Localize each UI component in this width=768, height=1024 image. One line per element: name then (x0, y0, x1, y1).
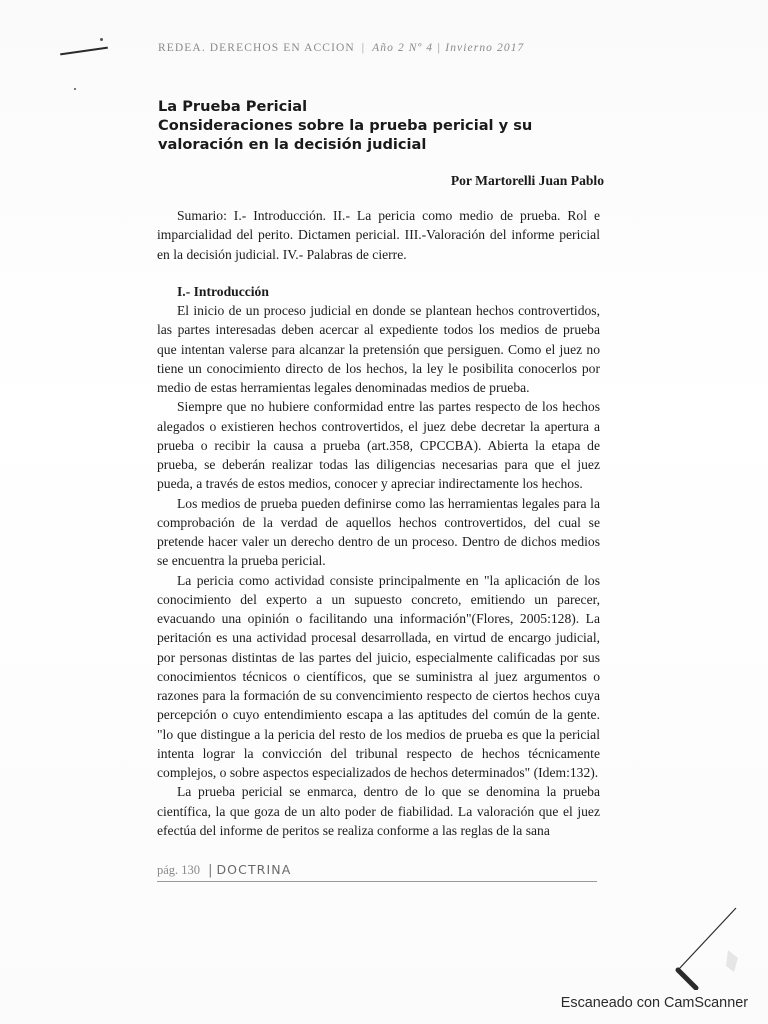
page-number: pág. 130 (157, 863, 201, 877)
journal-name: REDEA. DERECHOS EN ACCION (158, 42, 355, 54)
camscanner-watermark: Escaneado con CamScanner (560, 995, 748, 1011)
footer-divider (157, 881, 597, 882)
header-separator: | (357, 42, 370, 54)
section-label: DOCTRINA (216, 862, 292, 877)
running-header (158, 42, 608, 54)
issue-info: Año 2 Nº 4 | Invierno 2017 (372, 42, 525, 54)
scan-artifact-dot (100, 38, 103, 41)
article-title-block (158, 98, 608, 154)
body-paragraph: La pericia como actividad consiste principalmente en "la aplicación de los conocimiento del experto a un supuesto concreto, emitiendo un parecer, evacuando una opinión o facilitando una información"(Flores, 2005:128). La peritación es una actividad procesal desarrollada, en virtud de encargo judicial, por personas distintas de las partes del juicio, especialmente calificadas por sus conocimientos técnicos o científicos, que se suministra al juez argumentos o razones para la formación de su convencimiento respecto de ciertos hechos cuya percepción o cuyo entendimiento escapa a las aptitudes del común de la gente. "lo que distingue a la pericia del resto de los medios de prueba es que la pericial intenta lograr la convicción del tribunal respecto de hechos técnicamente complejos, o sobre aspectos especializados de hechos determinados" (Idem:132). (157, 572, 600, 780)
scan-artifact-speck (74, 88, 76, 90)
summary-paragraph: Sumario: I.- Introducción. II.- La pericia como medio de prueba. Rol e imparcialidad del perito. Dictamen pericial. III.-Valoración del informe pericial en la decisión judicial. IV.- Palabras de cierre. (157, 208, 600, 262)
section-heading: I.- Introducción (177, 283, 269, 299)
article-subtitle: Consideraciones sobre la prueba pericial y su valoración en la decisión judicial (158, 117, 533, 153)
camscanner-logo-icon (666, 900, 746, 990)
footer-separator: | (208, 863, 213, 878)
body-paragraph: El inicio de un proceso judicial en donde se plantean hechos controvertidos, las partes interesadas deben acercar al expediente todos los medios de prueba que intentan valerse para alcanzar la pretensión que persiguen. Como el juez no tiene un conocimiento directo de los hechos, la ley le posibilita conocerlos por medio de estas herramientas legales denominadas medios de prueba. (157, 303, 600, 395)
article-body (157, 206, 600, 840)
body-paragraph: Los medios de prueba pueden definirse como las herramientas legales para la comprobación de la verdad de aquellos hechos controvertidos, del cual se pretende hacer valer un derecho dentro de un proceso. Dentro de dichos medios se encuentra la prueba pericial. (157, 495, 600, 569)
body-paragraph: Siempre que no hubiere conformidad entre las partes respecto de los hechos alegados o existieren hechos controvertidos, el juez debe decretar la apertura a prueba o recibir la causa a prueba (art.358, CPCCBA). Abierta la etapa de prueba, se deberán realizar todas las diligencias necesarias para que el juez pueda, a través de estos medios, conocer y apreciar indirectamente los hechos. (157, 399, 600, 492)
body-paragraph: La prueba pericial se enmarca, dentro de lo que se denomina la prueba científica, la que goza de un alto poder de fiabilidad. La valoración que el juez efectúa del informe de peritos se realiza conforme a las reglas de la sana (157, 784, 600, 838)
page-footer (157, 862, 291, 878)
article-title: La Prueba Pericial (158, 98, 308, 115)
author-byline: Por Martorelli Juan Pablo (450, 173, 604, 188)
